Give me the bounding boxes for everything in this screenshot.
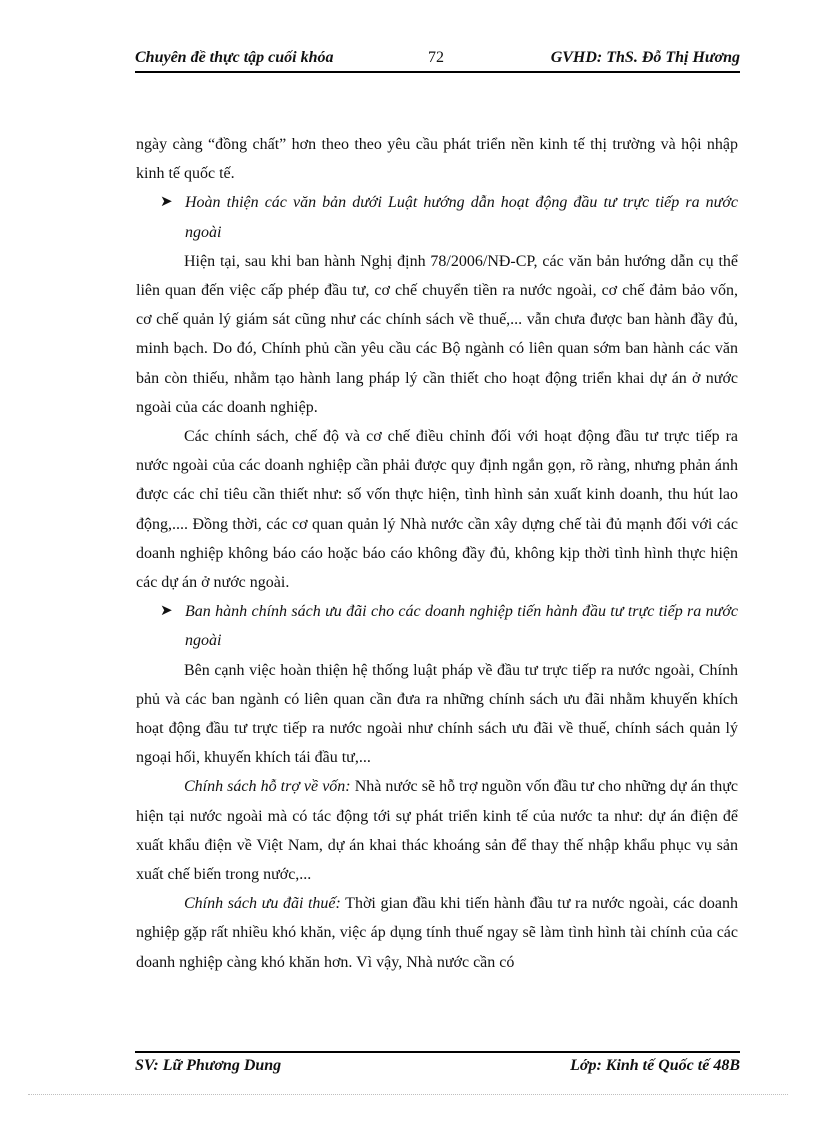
page-number: 72 [428, 49, 444, 66]
paragraph-capital-support [136, 772, 738, 889]
footer-class: Lớp: Kinh tế Quốc tế 48B [570, 1057, 740, 1074]
page-header [135, 47, 740, 73]
document-body [136, 130, 738, 977]
paragraph: Bên cạnh việc hoàn thiện hệ thống luật pháp về đầu tư trực tiếp ra nước ngoài, Chính phủ và các ban ngành có liên quan cần đưa ra những chính sách ưu đãi nhằm khuyến khích hoạt động đầu tư trực tiếp ra nước ngoài như chính sách ưu đãi về thuế, chính sách quản lý ngoại hối, khuyến khích tái đầu tư,... [136, 661, 738, 767]
bullet-heading-2-text: Ban hành chính sách ưu đãi cho các doanh nghiệp tiến hành đầu tư trực tiếp ra nước ngoài [185, 603, 738, 650]
paragraph-text: Nhà nước sẽ hỗ trợ nguồn vốn đầu tư cho những dự án thực hiện tại nước ngoài mà có tác động tới sự phát triển kinh tế của nước ta như: dự án điện để xuất khẩu điện về Việt Nam, dự án khai thác khoáng sản để thay thế nhập khẩu phục vụ sản xuất chế biến trong nước,... [136, 778, 738, 884]
paragraph: Các chính sách, chế độ và cơ chế điều chỉnh đối với hoạt động đầu tư trực tiếp ra nước ngoài của các doanh nghiệp cần phải được quy định ngắn gọn, rõ ràng, nhưng phản ánh được các chỉ tiêu cần thiết như: số vốn thực hiện, tình hình sản xuất kinh doanh, thu hút lao động,.... Đồng thời, các cơ quan quản lý Nhà nước cần xây dựng chế tài đủ mạnh đối với các doanh nghiệp không báo cáo hoặc báo cáo không đầy đủ, không kịp thời tình hình thực hiện các dự án ở nước ngoài. [136, 428, 738, 592]
header-title: Chuyên đề thực tập cuối khóa [135, 49, 334, 66]
bullet-heading-1-text: Hoàn thiện các văn bản dưới Luật hướng dẫn hoạt động đầu tư trực tiếp ra nước ngoài [185, 194, 738, 241]
header-advisor: GVHD: ThS. Đỗ Thị Hương [550, 49, 740, 66]
arrow-bullet-icon: ➤ [160, 603, 173, 620]
bullet-heading-2 [136, 597, 738, 655]
paragraph-tax-incentive [136, 889, 738, 977]
arrow-bullet-icon: ➤ [160, 194, 173, 211]
paragraph-continuation: ngày càng “đồng chất” hơn theo theo yêu cầu phát triển nền kinh tế thị trường và hội nhập kinh tế quốc tế. [136, 136, 738, 183]
page-bottom-divider [28, 1094, 788, 1095]
bullet-heading-1 [136, 188, 738, 246]
page-footer [135, 1051, 740, 1081]
footer-student: SV: Lữ Phương Dung [135, 1057, 282, 1074]
paragraph-text: Thời gian đầu khi tiến hành đầu tư ra nước ngoài, các doanh nghiệp gặp rất nhiều khó khăn, việc áp dụng tính thuế ngay sẽ làm tình hình tài chính của các doanh nghiệp càng khó khăn hơn. Vì vậy, Nhà nước cần có [136, 895, 738, 971]
paragraph-lead: Chính sách hỗ trợ về vốn: [184, 778, 351, 796]
paragraph: Hiện tại, sau khi ban hành Nghị định 78/2006/NĐ-CP, các văn bản hướng dẫn cụ thể liên quan đến việc cấp phép đầu tư, cơ chế chuyển tiền ra nước ngoài, cơ chế đảm bảo vốn, cơ chế quản lý giám sát cũng như các chính sách về thuế,... vẫn chưa được ban hành đầy đủ, minh bạch. Do đó, Chính phủ cần yêu cầu các Bộ ngành có liên quan sớm ban hành các văn bản còn thiếu, nhằm tạo hành lang pháp lý cần thiết cho hoạt động triển khai dự án ở nước ngoài của các doanh nghiệp. [136, 252, 738, 416]
paragraph-lead: Chính sách ưu đãi thuế: [184, 895, 341, 913]
